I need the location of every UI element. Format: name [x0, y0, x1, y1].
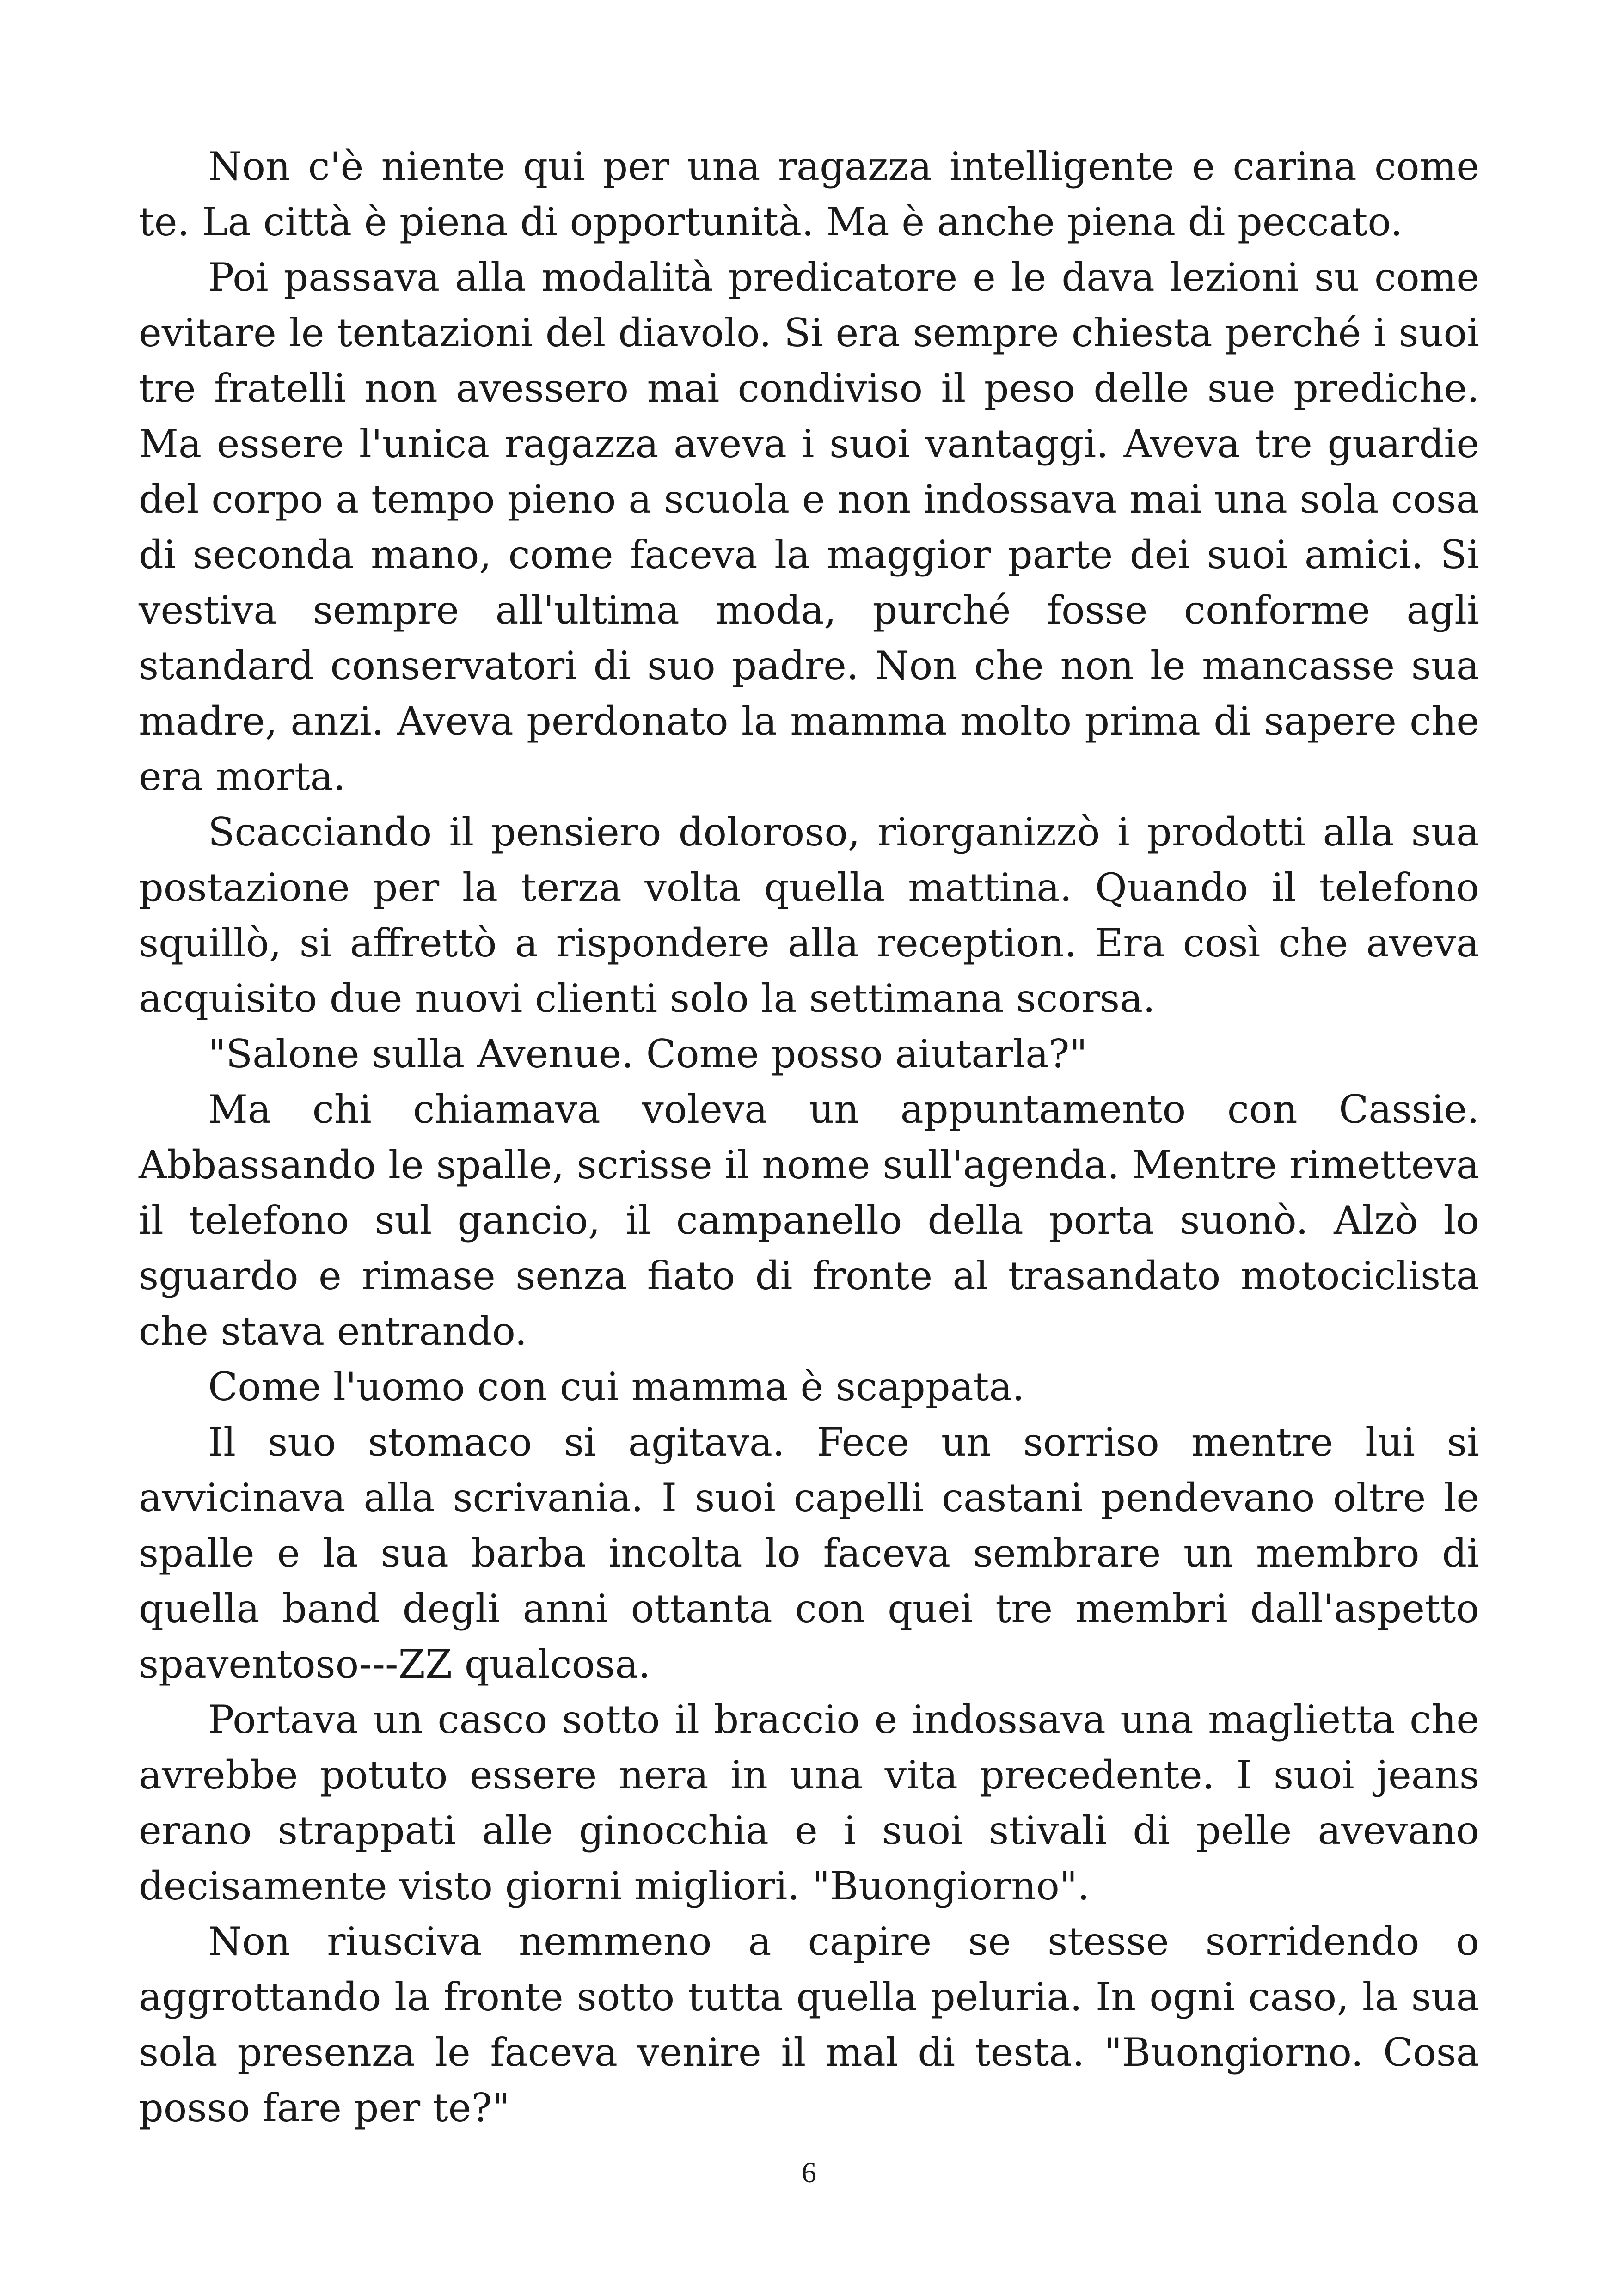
paragraph-5: Ma chi chiamava voleva un appuntamento con Cassie. Abbassando le spalle, scrisse il nome sull'agenda. Mentre rimetteva il telefono sul gancio, il campanello della porta suonò. Alzò lo sguardo e rimase senza fiato di fronte al trasandato motociclista che stava entrando. — [139, 1087, 1479, 1354]
paragraph-7: Il suo stomaco si agitava. Fece un sorriso mentre lui si avvicinava alla scrivania. I suoi capelli castani pendevano oltre le spalle e la sua barba incolta lo faceva sembrare un membro di quella band degli anni ottanta con quei tre membri dall'aspetto spaventoso---ZZ qualcosa. — [139, 1420, 1479, 1687]
paragraph-9: Non riusciva nemmeno a capire se stesse sorridendo o aggrottando la fronte sotto tutta quella peluria. In ogni caso, la sua sola presenza le faceva venire il mal di testa. "Buongiorno. Cosa posso fare per te?" — [139, 1919, 1479, 2131]
paragraph-4: "Salone sulla Avenue. Come posso aiutarla?" — [208, 1031, 1088, 1077]
paragraph-6: Come l'uomo con cui mamma è scappata. — [208, 1364, 1025, 1409]
paragraph-3: Scacciando il pensiero doloroso, riorganizzò i prodotti alla sua postazione per la terza volta quella mattina. Quando il telefono squillò, si affrettò a rispondere alla reception. Era così che aveva acquisito due nuovi clienti solo la settimana scorsa. — [139, 809, 1479, 1021]
paragraph-8: Portava un casco sotto il braccio e indossava una maglietta che avrebbe potuto essere nera in una vita precedente. I suoi jeans erano strappati alle ginocchia e i suoi stivali di pelle avevano decisamente visto giorni migliori. "Buongiorno". — [139, 1697, 1479, 1909]
paragraph-2: Poi passava alla modalità predicatore e le dava lezioni su come evitare le tentazioni del diavolo. Si era sempre chiesta perché i suoi tre fratelli non avessero mai condiviso il peso delle sue prediche. Ma essere l'unica ragazza aveva i suoi vantaggi. Aveva tre guardie del corpo a tempo pieno a scuola e non indossava mai una sola cosa di seconda mano, come faceva la maggior parte dei suoi amici. Si vestiva sempre all'ultima moda, purché fosse conforme agli standard conservatori di suo padre. Non che non le mancasse sua madre, anzi. Aveva perdonato la mamma molto prima di sapere che era morta. — [139, 255, 1479, 799]
paragraph-1: Non c'è niente qui per una ragazza intelligente e carina come te. La città è piena di opportunità. Ma è anche piena di peccato. — [139, 144, 1479, 245]
page-number: 6 — [802, 2156, 816, 2189]
body-text — [139, 139, 1479, 2136]
